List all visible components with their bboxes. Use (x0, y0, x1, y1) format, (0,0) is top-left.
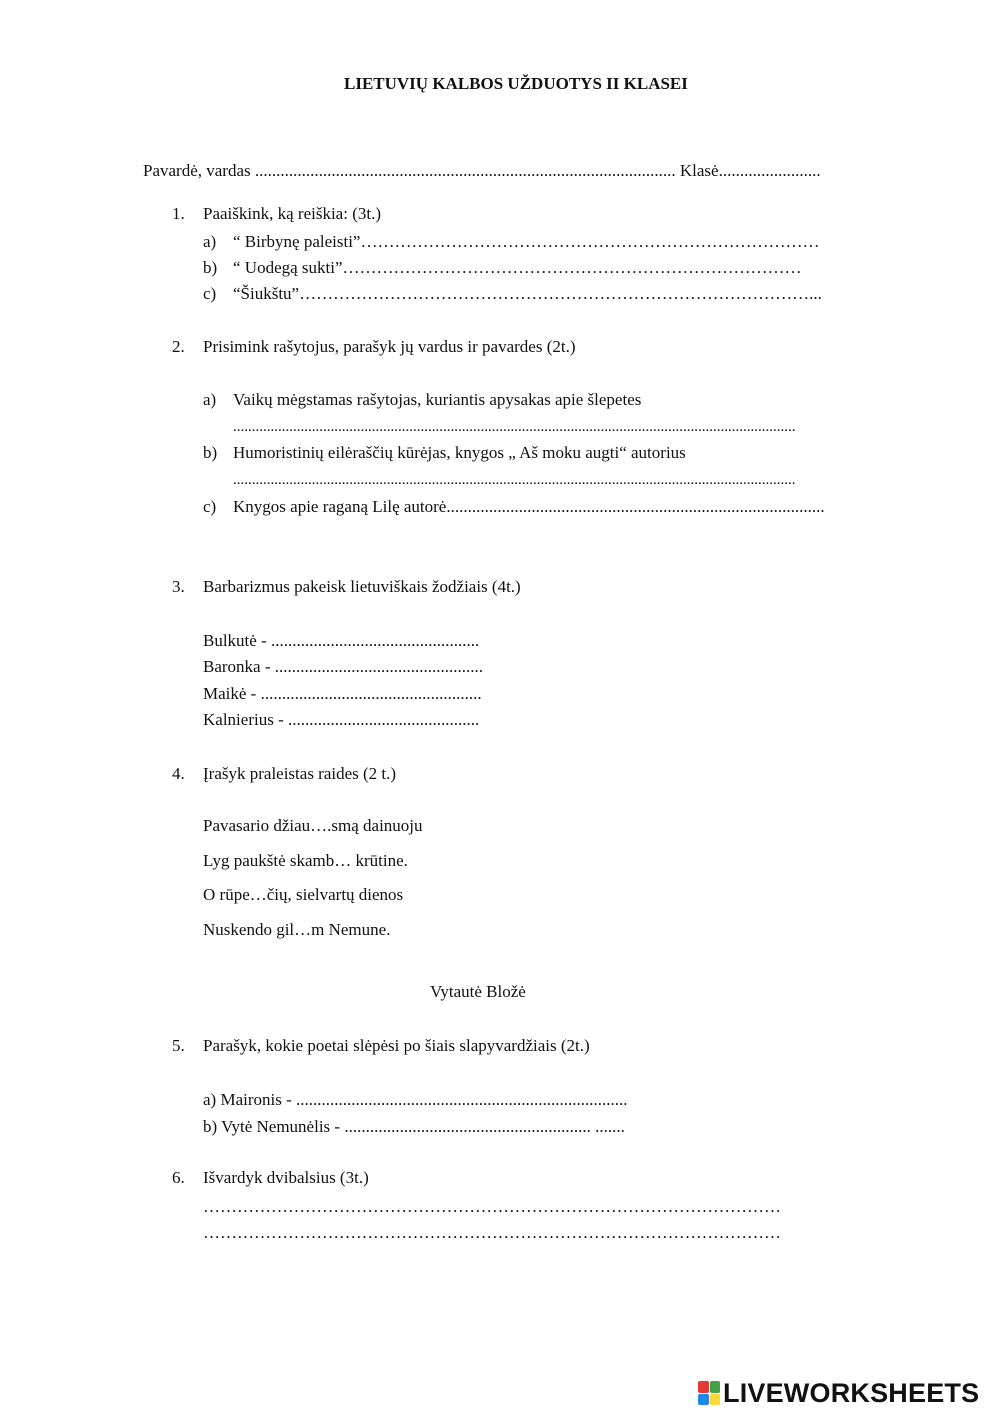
liveworksheets-logo (698, 1378, 979, 1408)
q2-item-b: Humoristinių eilėraščių kūrėjas, knygos „ Aš moku augti“ autorius (233, 443, 686, 462)
q2-number: 2. (172, 337, 185, 356)
q3-word-3[interactable]: Maikė - .................................................... (203, 684, 482, 703)
q1-item-b[interactable]: “ Uodegą sukti”……………………………………………………………………… (233, 258, 802, 277)
logo-square-blue (698, 1394, 709, 1406)
q6-prompt: Išvardyk dvibalsius (3t.) (203, 1168, 369, 1187)
q4-poem-line-1[interactable]: Pavasario džiau….smą dainuoju (203, 816, 423, 835)
q2-item-c-label: c) (203, 497, 217, 516)
logo-square-yellow (710, 1394, 721, 1406)
q2-prompt: Prisimink rašytojus, parašyk jų vardus ir pavardes (2t.) (203, 337, 576, 356)
q2-item-a-answer[interactable]: ...................................................................................................................................................... (233, 419, 796, 435)
q1-number: 1. (172, 204, 185, 223)
q3-word-1[interactable]: Bulkutė - ................................................. (203, 631, 480, 650)
q1-item-c-label: c) (203, 284, 217, 303)
q4-poem-author: Vytautė Bložė (430, 982, 526, 1001)
name-class-line[interactable]: Pavardė, vardas ................................................................................................... Klasė........................ (143, 161, 821, 180)
q5-prompt: Parašyk, kokie poetai slėpėsi po šiais slapyvardžiais (2t.) (203, 1036, 590, 1055)
q4-number: 4. (172, 764, 185, 783)
q6-answer-line-1[interactable]: ………………………………………………………………………………………… (203, 1197, 781, 1216)
q4-prompt: Įrašyk praleistas raides (2 t.) (203, 764, 397, 783)
q1-item-a[interactable]: “ Birbynę paleisti”……………………………………………………………………… (233, 232, 820, 251)
q1-item-a-label: a) (203, 232, 217, 251)
logo-square-red (698, 1381, 709, 1393)
logo-square-green (710, 1381, 721, 1393)
liveworksheets-logo-text: LIVEWORKSHEETS (723, 1377, 980, 1408)
q3-number: 3. (172, 577, 185, 596)
q4-poem-line-2[interactable]: Lyg paukštė skamb… krūtine. (203, 851, 408, 870)
q4-poem-line-3[interactable]: O rūpe…čių, sielvartų dienos (203, 885, 404, 904)
q6-number: 6. (172, 1168, 185, 1187)
q5-item-b[interactable]: b) Vytė Nemunėlis - .......................................................... ....... (203, 1117, 625, 1136)
q2-item-c[interactable]: Knygos apie raganą Lilę autorė......................................................................................... (233, 497, 825, 516)
liveworksheets-logo-icon (698, 1381, 720, 1405)
q5-item-a[interactable]: a) Maironis - .............................................................................. (203, 1090, 628, 1109)
q2-item-a: Vaikų mėgstamas rašytojas, kuriantis apysakas apie šlepetes (233, 390, 642, 409)
q3-word-2[interactable]: Baronka - ................................................. (203, 657, 484, 676)
q2-item-b-answer[interactable]: ...................................................................................................................................................... (233, 472, 796, 488)
q4-poem-line-4[interactable]: Nuskendo gil…m Nemune. (203, 920, 391, 939)
q2-item-b-label: b) (203, 443, 218, 462)
q1-item-c[interactable]: “Šiukštu”………………………………………………………………………………... (233, 284, 822, 303)
q2-item-a-label: a) (203, 390, 217, 409)
q3-word-4[interactable]: Kalnierius - ............................................. (203, 710, 480, 729)
q5-number: 5. (172, 1036, 185, 1055)
q1-item-b-label: b) (203, 258, 218, 277)
worksheet-title: LIETUVIŲ KALBOS UŽDUOTYS II KLASEI (344, 74, 688, 93)
q3-prompt: Barbarizmus pakeisk lietuviškais žodžiais (4t.) (203, 577, 521, 596)
q1-prompt: Paaiškink, ką reiškia: (3t.) (203, 204, 381, 223)
q6-answer-line-2[interactable]: ………………………………………………………………………………………… (203, 1223, 781, 1242)
